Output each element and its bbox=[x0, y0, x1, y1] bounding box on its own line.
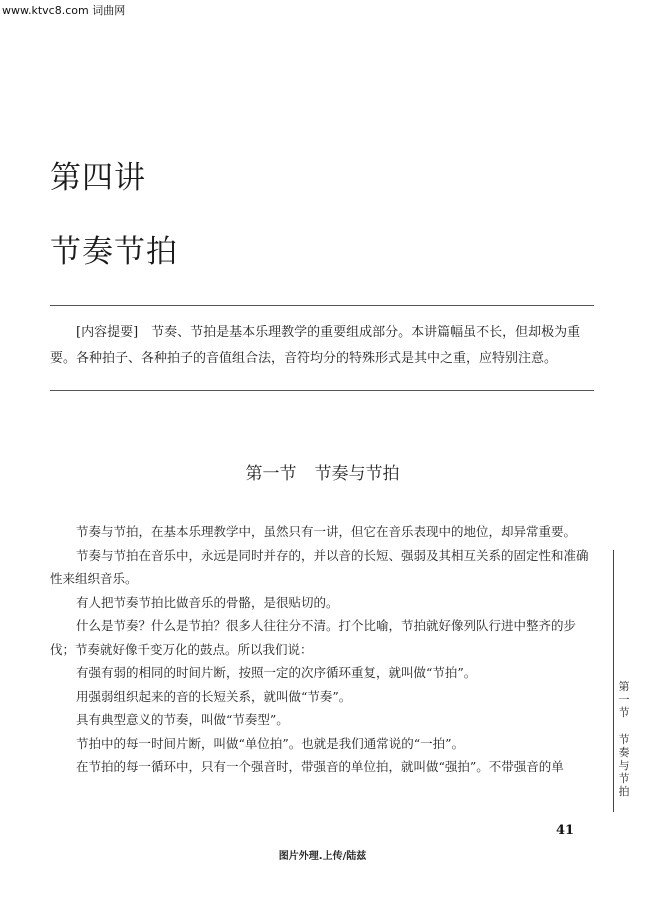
paragraph: 具有典型意义的节奏，叫做“节奏型”。 bbox=[76, 712, 289, 727]
paragraph: 节奏与节拍，在基本乐理教学中，虽然只有一讲，但它在音乐表现中的地位，却异常重要。 bbox=[76, 524, 577, 539]
paragraph: 用强弱组织起来的音的长短关系，就叫做“节奏”。 bbox=[76, 688, 352, 704]
publisher-credit: 图片外理.上传/陆兹 bbox=[278, 851, 367, 862]
watermark: www.ktvc8.com 词曲网 bbox=[2, 4, 126, 17]
paragraph: 什么是节奏？什么是节拍？很多人往往分不清。打个比喻，节拍就好像列队行进中整齐的步伐；节奏就好像千变万化的鼓点。所以我们说： bbox=[50, 618, 577, 657]
paragraph: 有人把节奏节拍比做音乐的骨骼，是很贴切的。 bbox=[76, 594, 339, 610]
paragraph: 节拍中的每一时间片断，叫做“单位拍”。也就是我们通常说的“一拍”。 bbox=[76, 735, 465, 751]
paragraph: 节奏与节拍在音乐中，永远是同时并存的，并以音的长短、强弱及其相互关系的固定性和准确性来组织音乐。 bbox=[50, 547, 589, 586]
abstract-box bbox=[50, 320, 594, 372]
chapter-title: 节奏节拍 bbox=[50, 234, 178, 270]
paragraph: 在节拍的每一循环中，只有一个强音时，带强音的单位拍，就叫做“强拍”。不带强音的单 bbox=[76, 759, 564, 774]
side-tab-char: 一 bbox=[618, 693, 630, 706]
side-tab-char: 奏 bbox=[618, 746, 630, 759]
section-number: 第一节 bbox=[245, 464, 297, 484]
section-heading bbox=[0, 459, 645, 484]
side-tab-char: 节 bbox=[618, 733, 630, 746]
paragraph: 有强有弱的相同的时间片断，按照一定的次序循环重复，就叫做“节拍”。 bbox=[76, 665, 477, 680]
side-tab-char: 拍 bbox=[618, 785, 630, 798]
section-title: 节奏与节拍 bbox=[314, 464, 400, 484]
side-tab-divider bbox=[613, 550, 614, 812]
side-tab-char: 与 bbox=[618, 759, 630, 772]
side-tab bbox=[616, 680, 632, 798]
chapter-number: 第四讲 bbox=[50, 160, 146, 196]
bottom-rule bbox=[50, 390, 594, 391]
side-tab-char: 节 bbox=[618, 772, 630, 785]
abstract-text: [内容提要] 节奏、节拍是基本乐理教学的重要组成部分。本讲篇幅虽不长，但却极为重要。各种拍子、各种拍子的音值组合法，音符均分的特殊形式是其中之重，应特别注意。 bbox=[50, 325, 581, 366]
body-text bbox=[50, 520, 598, 779]
side-tab-char: 第 bbox=[618, 680, 630, 693]
side-tab-char: 节 bbox=[618, 706, 630, 719]
page-number: 41 bbox=[556, 823, 575, 838]
top-rule bbox=[50, 305, 594, 306]
